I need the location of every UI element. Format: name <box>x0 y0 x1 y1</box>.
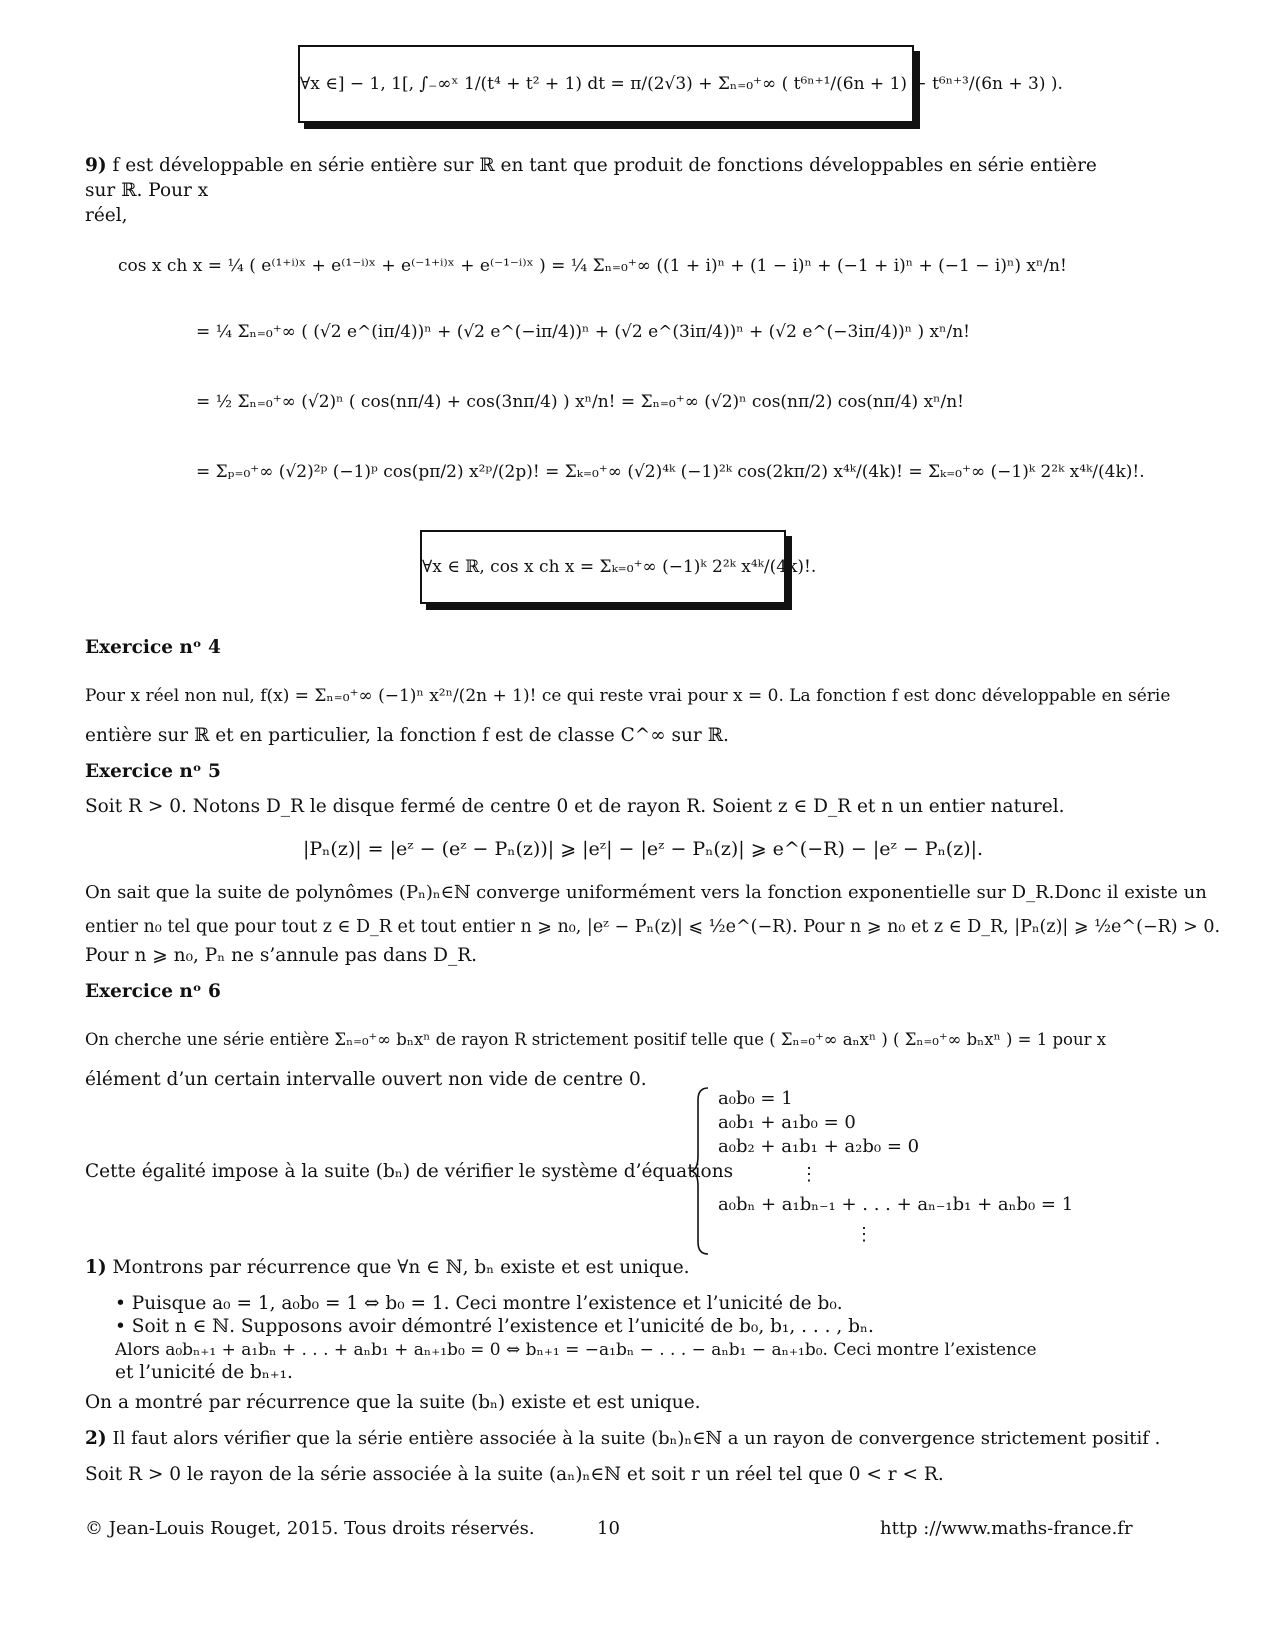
part-1-number: 1) <box>85 1257 107 1278</box>
result-formula-box <box>420 530 817 604</box>
system-vdots-2: ⋮ <box>855 1224 873 1245</box>
q9-paragraph <box>85 153 1130 228</box>
derivation-line-1: cos x ch x = ¼ ( e⁽¹⁺ⁱ⁾ˣ + e⁽¹⁻ⁱ⁾ˣ + e⁽⁻¹⁺ⁱ⁾ˣ + e⁽⁻¹⁻ⁱ⁾ˣ ) = ¼ Σₙ₌₀⁺∞ ((1 + i)ⁿ + (1 − i)ⁿ + (−1 + i)ⁿ + (−1 − i)ⁿ) xⁿ/n! <box>118 256 1067 276</box>
conclusion: On a montré par récurrence que la suite (bₙ) existe et est unique. <box>85 1392 701 1413</box>
top-formula-box <box>298 45 1063 123</box>
exercise-5-line3: entier n₀ tel que pour tout z ∈ D_R et tout entier n ⩾ n₀, |eᶻ − Pₙ(z)| ⩽ ½e^(−R). Pour n ⩾ n₀ et z ∈ D_R, |Pₙ(z)| ⩾ ½e^(−R) > 0. <box>85 917 1221 937</box>
exercise-4-line1: Pour x réel non nul, f(x) = Σₙ₌₀⁺∞ (−1)ⁿ x²ⁿ/(2n + 1)! ce qui reste vrai pour x = 0. La fonction f est donc développable en série <box>85 686 1171 706</box>
footer-url[interactable]: http ://www.maths-france.fr <box>880 1518 1133 1539</box>
part-2-number: 2) <box>85 1428 107 1449</box>
derivation-line-3: = ½ Σₙ₌₀⁺∞ (√2)ⁿ ( cos(nπ/4) + cos(3nπ/4) ) xⁿ/n! = Σₙ₌₀⁺∞ (√2)ⁿ cos(nπ/2) cos(nπ/4) xⁿ/n! <box>196 392 965 412</box>
q9-number: 9) <box>85 155 107 176</box>
system-eq-2: a₀b₁ + a₁b₀ = 0 <box>718 1112 856 1133</box>
part-2-text: Il faut alors vérifier que la série entière associée à la suite (bₙ)ₙ∈ℕ a un rayon de convergence strictement positif . <box>112 1428 1161 1449</box>
system-brace <box>688 1086 712 1256</box>
system-eq-1: a₀b₀ = 1 <box>718 1088 793 1109</box>
exercise-6-title: Exercice nᵒ 6 <box>85 981 221 1002</box>
exercise-5-line1: Soit R > 0. Notons D_R le disque fermé de centre 0 et de rayon R. Soient z ∈ D_R et n un entier naturel. <box>85 796 1065 817</box>
part-2 <box>85 1427 1160 1451</box>
derivation-line-2: = ¼ Σₙ₌₀⁺∞ ( (√2 e^(iπ/4))ⁿ + (√2 e^(−iπ/4))ⁿ + (√2 e^(3iπ/4))ⁿ + (√2 e^(−3iπ/4))ⁿ ) xⁿ/n! <box>196 322 971 342</box>
footer-page-number: 10 <box>597 1518 620 1539</box>
result-formula: ∀x ∈ ℝ, cos x ch x = Σₖ₌₀⁺∞ (−1)ᵏ 2²ᵏ x⁴ᵏ/(4k)!. <box>422 557 817 577</box>
bullet-3: Alors a₀bₙ₊₁ + a₁bₙ + . . . + aₙb₁ + aₙ₊₁b₀ = 0 ⇔ bₙ₊₁ = −a₁bₙ − . . . − aₙb₁ − aₙ₊₁b₀. Ceci montre l’existence <box>115 1340 1037 1360</box>
q9-text-line2: réel, <box>85 205 128 226</box>
exercise-4-title: Exercice nᵒ 4 <box>85 637 221 658</box>
exercise-6-line2: élément d’un certain intervalle ouvert non vide de centre 0. <box>85 1069 647 1090</box>
exercise-5-line4: Pour n ⩾ n₀, Pₙ ne s’annule pas dans D_R. <box>85 945 478 966</box>
exercise-5-formula: |Pₙ(z)| = |eᶻ − (eᶻ − Pₙ(z))| ⩾ |eᶻ| − |eᶻ − Pₙ(z)| ⩾ e^(−R) − |eᶻ − Pₙ(z)|. <box>303 838 984 860</box>
exercise-6-line1: On cherche une série entière Σₙ₌₀⁺∞ bₙxⁿ de rayon R strictement positif telle que ( Σₙ₌₀⁺∞ aₙxⁿ ) ( Σₙ₌₀⁺∞ bₙxⁿ ) = 1 pour x <box>85 1030 1107 1049</box>
exercise-5-title: Exercice nᵒ 5 <box>85 761 221 782</box>
system-vdots-1: ⋮ <box>800 1164 818 1185</box>
bullet-4: et l’unicité de bₙ₊₁. <box>115 1362 293 1383</box>
system-intro: Cette égalité impose à la suite (bₙ) de vérifier le système d’équations <box>85 1161 734 1182</box>
q9-text-line1: f est développable en série entière sur ℝ en tant que produit de fonctions développables en série entière sur ℝ. Pour x <box>85 155 1097 201</box>
bullet-2: • Soit n ∈ ℕ. Supposons avoir démontré l’existence et l’unicité de b₀, b₁, . . . , bₙ. <box>115 1316 874 1337</box>
part-1-text: Montrons par récurrence que ∀n ∈ ℕ, bₙ existe et est unique. <box>112 1257 690 1278</box>
footer-copyright: © Jean-Louis Rouget, 2015. Tous droits réservés. <box>85 1518 535 1539</box>
system-eq-n: a₀bₙ + a₁bₙ₋₁ + . . . + aₙ₋₁b₁ + aₙb₀ = 1 <box>718 1194 1074 1215</box>
derivation-line-4: = Σₚ₌₀⁺∞ (√2)²ᵖ (−1)ᵖ cos(pπ/2) x²ᵖ/(2p)! = Σₖ₌₀⁺∞ (√2)⁴ᵏ (−1)²ᵏ cos(2kπ/2) x⁴ᵏ/(4k)! = Σₖ₌₀⁺∞ (−1)ᵏ 2²ᵏ x⁴ᵏ/(4k)!. <box>196 462 1145 482</box>
last-line: Soit R > 0 le rayon de la série associée à la suite (aₙ)ₙ∈ℕ et soit r un réel tel que 0 < r < R. <box>85 1464 944 1485</box>
exercise-5-line2: On sait que la suite de polynômes (Pₙ)ₙ∈ℕ converge uniformément vers la fonction exponentielle sur D_R.Donc il existe un <box>85 882 1207 903</box>
system-eq-3: a₀b₂ + a₁b₁ + a₂b₀ = 0 <box>718 1136 920 1157</box>
part-1 <box>85 1256 690 1280</box>
exercise-4-line2: entière sur ℝ et en particulier, la fonction f est de classe C^∞ sur ℝ. <box>85 725 729 746</box>
bullet-1: • Puisque a₀ = 1, a₀b₀ = 1 ⇔ b₀ = 1. Ceci montre l’existence et l’unicité de b₀. <box>115 1293 843 1314</box>
top-formula: ∀x ∈] − 1, 1[, ∫₋∞ˣ 1/(t⁴ + t² + 1) dt = π/(2√3) + Σₙ₌₀⁺∞ ( t⁶ⁿ⁺¹/(6n + 1) − t⁶ⁿ⁺³/(6n + 3) ). <box>300 74 1063 94</box>
